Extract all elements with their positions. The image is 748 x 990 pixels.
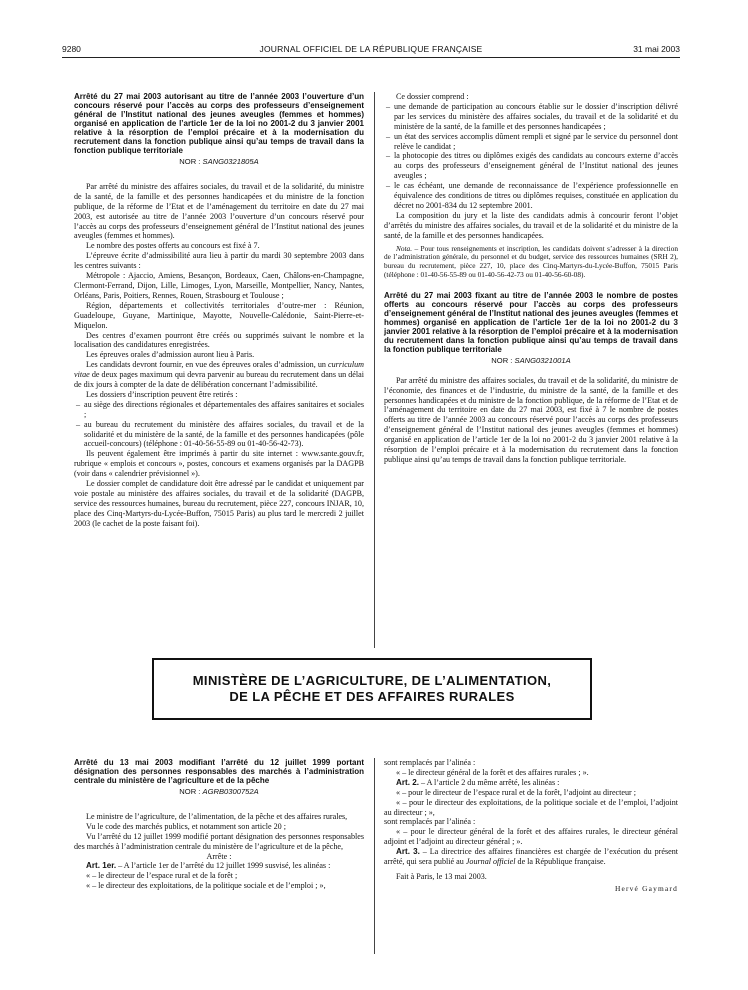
paragraph: Les dossiers d’inscription peuvent être retirés : xyxy=(86,389,238,399)
list-item: – une demande de participation au concours établie sur le dossier d’inscription délivré par les services du ministère des affaires sociales, du travail et de la solidarité et du ministère de la santé, de la famille et des personnes handicapées ; xyxy=(384,102,678,132)
page-header xyxy=(62,44,680,56)
nor-reference: NOR : AGRB0300752A xyxy=(179,787,259,796)
article: Art. 3. – La directrice des affaires financières est chargée de l’exécution du présent arrêté, qui sera publié au Journal officiel de la République française. xyxy=(384,847,678,867)
paragraph: sont remplacés par l’alinéa : xyxy=(384,758,476,767)
list-item: – au siège des directions régionales et départementales des affaires sanitaires et sociales ; xyxy=(74,400,364,420)
paragraph: Région, départements et collectivités territoriales d’outre-mer : Réunion, Guadeloupe, Guyane, Martinique, Mayotte, Nouvelle-Calédonie, Saint-Pierre-et-Miquelon. xyxy=(74,300,364,330)
article: Art. 1er. – A l’article 1er de l’arrêté du 12 juillet 1999 susvisé, les alinéas : xyxy=(86,861,331,871)
signature: Hervé Gaymard xyxy=(614,883,678,893)
paragraph: La composition du jury et la liste des candidats admis à concourir feront l’objet d’arrêtés du ministre des affaires sociales, du travail et de la solidarité et du ministre de la santé, de la famille et des personnes handicapées. xyxy=(384,210,678,240)
ministry-line-1: MINISTÈRE DE L’AGRICULTURE, DE L’ALIMENTATION, xyxy=(192,673,552,688)
decree-title: Arrêté du 27 mai 2003 fixant au titre de l’année 2003 le nombre de postes offerts au concours réservé pour l’accès au corps des professeurs d’enseignement général de l’Institut national des jeunes aveugles (femmes et hommes) organisé en application de l’article 1er de la loi no 2001-2 du 3 janvier 2001 relative à la résorption de l’emploi précaire et à la modernisation du recrutement dans la fonction publique ainsi qu’au temps de travail dans la fonction publique territoriale xyxy=(384,290,678,354)
list-item: – la photocopie des titres ou diplômes exigés des candidats au concours externe d’accès au corps des professeurs d’enseignement général de l’Institut national des jeunes aveugles ; xyxy=(384,151,678,181)
column-right-top xyxy=(384,92,678,465)
paragraph: Le nombre des postes offerts au concours est fixé à 7. xyxy=(86,241,260,251)
header-rule xyxy=(62,57,680,58)
column-left-bottom xyxy=(74,758,364,891)
decree-title: Arrêté du 27 mai 2003 autorisant au titre de l’année 2003 l’ouverture d’un concours réservé pour l’accès au corps des professeurs d’enseignement général de l’Institut national des jeunes aveugles (femmes et hommes) organisé en application de l’article 1er de la loi no 2001-2 du 3 janvier 2001 relative à la résorption de l’emploi précaire et à la modernisation du recrutement dans la fonction publique ainsi qu’au temps de travail dans la fonction publique territoriale xyxy=(74,92,364,155)
column-right-bottom xyxy=(384,758,678,894)
column-divider xyxy=(374,758,375,954)
paragraph: Ils peuvent également être imprimés à partir du site internet : www.sante.gouv.fr, rubrique « emplois et concours », postes, concours et examens organisés par la DAGPB (voir dans « calendrier prévisionnel »). xyxy=(74,449,364,479)
paragraph: sont remplacés par l’alinéa : xyxy=(384,817,476,827)
quoted-line: « – pour le directeur des exploitations, de la politique sociale et de l’emploi, l’adjoint au directeur ; », xyxy=(384,797,678,817)
paragraph: Le ministre de l’agriculture, de l’alimentation, de la pêche et des affaires rurales, xyxy=(86,811,348,821)
list xyxy=(384,102,678,211)
nor-reference: NOR : SANG0321805A xyxy=(179,157,259,166)
list-item: – un état des services accomplis dûment rempli et signé par le service du personnel dont relève le candidat ; xyxy=(384,132,678,152)
quoted-line: « – le directeur général de la forêt et des affaires rurales ; ». xyxy=(396,767,589,777)
paragraph: Par arrêté du ministre des affaires sociales, du travail et de la solidarité, du ministre de la santé, de la famille et des personnes handicapées et du ministre de la fonction publique, de la réforme de l’Etat et de l’aménagement du territoire en date du 27 mai 2003, est autorisée au titre de l’année 2003 l’ouverture d’un concours réservé pour l’accès au corps des professeurs d’enseignement général de l’Institut national des jeunes aveugles (femmes et hommes). xyxy=(74,181,364,241)
journal-title: JOURNAL OFFICIEL DE LA RÉPUBLIQUE FRANÇAISE xyxy=(259,44,483,54)
paragraph: Métropole : Ajaccio, Amiens, Besançon, Bordeaux, Caen, Châlons-en-Champagne, Clermont-Ferrand, Dijon, Lille, Limoges, Lyon, Marseille, Montpellier, Nancy, Nantes, Orléans, Paris, Poitiers, Rennes, Rouen, Strasbourg et Toulouse ; xyxy=(74,271,364,300)
issue-date: 31 mai 2003 xyxy=(633,44,680,54)
column-divider xyxy=(374,92,375,648)
paragraph: Les épreuves orales d’admission auront lieu à Paris. xyxy=(86,350,255,360)
article: Art. 2. – A l’article 2 du même arrêté, les alinéas : xyxy=(396,777,560,787)
nor-reference: NOR : SANG0321001A xyxy=(491,355,571,365)
ministry-line-2: DE LA PÊCHE ET DES AFFAIRES RURALES xyxy=(229,689,515,704)
paragraph: Par arrêté du ministre des affaires sociales, du travail et de la solidarité, du ministre de l’économie, des finances et de l’industrie, du ministre de la santé, de la famille et des personnes handicapées et du ministre de la fonction publique, de la réforme de l’Etat et de l’aménagement du territoire en date du 27 mai 2003, est fixé à 7 le nombre de postes offerts au titre de l’année 2003 au concours réservé pour l’accès au corps des professeurs d’enseignement général de l’Institut national des jeunes aveugles (femmes et hommes) organisé en application de l’article 1er de la loi no 2001-2 du 3 janvier 2001 relative à la résorption de l’emploi précaire et à la modernisation du recrutement dans la fonction publique ainsi qu’au temps de travail dans la fonction publique territoriale. xyxy=(384,375,678,464)
list-item: – le cas échéant, une demande de reconnaissance de l’expérience professionnelle en équivalence des conditions de titres ou diplômes requises, constituée en application du décret no 2001-834 du 12 septembre 2001. xyxy=(384,181,678,211)
list xyxy=(74,400,364,450)
paragraph: Des centres d’examen pourront être créés ou supprimés suivant le nombre et la localisation des candidatures enregistrées. xyxy=(74,330,364,350)
paragraph: Vu l’arrêté du 12 juillet 1999 modifié portant désignation des personnes responsables des marchés à l’administration centrale du ministère de l’agriculture et de la pêche, xyxy=(74,831,364,851)
paragraph: Vu le code des marchés publics, et notamment son article 20 ; xyxy=(86,821,286,831)
paragraph: L’épreuve écrite d’admissibilité aura lieu à partir du mardi 30 septembre 2003 dans les centres suivants : xyxy=(74,251,364,271)
quoted-line: « – pour le directeur de l’espace rural et de la forêt, l’adjoint au directeur ; xyxy=(396,787,637,797)
column-left-top xyxy=(74,92,364,529)
paragraph: Ce dossier comprend : xyxy=(396,92,469,101)
paragraph: Le dossier complet de candidature doit être adressé par le candidat et uniquement par voie postale au ministère des affaires sociales, du travail et de la solidarité (DAGPB, service des ressources humaines, bureau du recrutement, pièce 227, concours INJAR, 10, place des Cinq-Martyrs-du-Lycée-Buffon, 75015 Paris) au plus tard le mercredi 2 juillet 2003 (le cachet de la poste faisant foi). xyxy=(74,479,364,528)
quoted-line: « – pour le directeur général de la forêt et des affaires rurales, le directeur général adjoint et l’adjoint au directeur général ; ». xyxy=(384,827,678,847)
quoted-line: « – le directeur des exploitations, de la politique sociale et de l’emploi ; », xyxy=(86,881,326,891)
ministry-heading xyxy=(152,658,592,720)
paragraph: Arrête : xyxy=(206,851,232,861)
done-at: Fait à Paris, le 13 mai 2003. xyxy=(396,871,487,881)
page-number: 9280 xyxy=(62,44,81,54)
list-item: – au bureau du recrutement du ministère des affaires sociales, du travail et de la solidarité et du ministère de la santé, de la famille et des personnes handicapées (pôle accueil-concours) (téléphone : 01-40-56-55-89 ou 01-40-56-42-73). xyxy=(74,420,364,450)
decree-title: Arrêté du 13 mai 2003 modifiant l’arrêté du 12 juillet 1999 portant désignation des personnes responsables des marchés à l’administration centrale du ministère de l’agriculture et de la pêche xyxy=(74,758,364,785)
paragraph: Les candidats devront fournir, en vue des épreuves orales d’admission, un curriculum vitae de deux pages maximum qui devra parvenir au bureau du recrutement dans un délai de dix jours à compter de la date de délibération concernant l’admissibilité. xyxy=(74,360,364,390)
nota-note: Nota. – Pour tous renseignements et inscription, les candidats doivent s’adresser à la direction de l’administration générale, du personnel et du budget, service des ressources humaines (SRH 2), bureau du recrutement, pièce 227, 10, place des Cinq-Martyrs-du-Lycée-Buffon, 75015 Paris (téléphone : 01-40-56-55-89 ou 01-40-56-42-73 ou 01-40-56-60-08). xyxy=(384,243,678,279)
quoted-line: « – le directeur de l’espace rural et de la forêt ; xyxy=(86,871,238,881)
